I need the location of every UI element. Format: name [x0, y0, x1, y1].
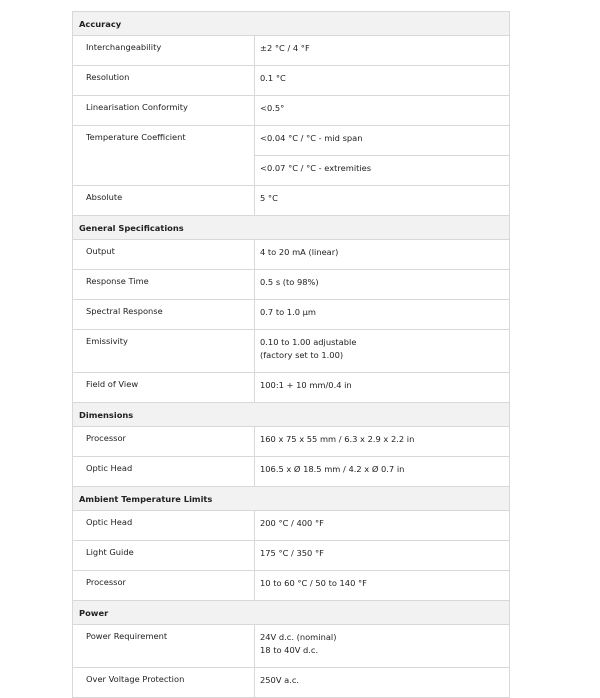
spec-value: [255, 36, 510, 66]
spec-row-field-of-view: [73, 373, 510, 403]
spec-row-light-guide-limit: [73, 541, 510, 571]
spec-label: Emissivity: [73, 330, 255, 373]
section-header-power: [73, 601, 510, 625]
spec-value-line: 250V a.c.: [260, 675, 300, 685]
spec-label: Optic Head: [73, 457, 255, 487]
spec-value-line: <0.07 °C / °C - extremities: [260, 163, 372, 173]
section-title: Ambient Temperature Limits: [73, 487, 510, 511]
spec-row-response-time: [73, 270, 510, 300]
spec-value: [255, 96, 510, 126]
spec-table: [72, 11, 510, 698]
spec-value-line: 10 to 60 °C / 50 to 140 °F: [260, 578, 367, 588]
spec-value-line: 100:1 + 10 mm/0.4 in: [260, 380, 352, 390]
section-header-dimensions: [73, 403, 510, 427]
spec-row-power-requirement: [73, 625, 510, 668]
spec-row-optic-head-dimensions: [73, 457, 510, 487]
section-header-accuracy: [73, 12, 510, 36]
spec-value-line: 0.1 °C: [260, 73, 286, 83]
spec-row-optic-head-limit: [73, 511, 510, 541]
spec-value-line: 24V d.c. (nominal): [260, 632, 337, 642]
spec-value: [255, 66, 510, 96]
section-header-general-specifications: [73, 216, 510, 240]
spec-value-line: 18 to 40V d.c.: [260, 644, 319, 655]
spec-value: [255, 156, 510, 186]
spec-value-line: 160 x 75 x 55 mm / 6.3 x 2.9 x 2.2 in: [260, 434, 415, 444]
spec-value: [255, 427, 510, 457]
spec-label: Output: [73, 240, 255, 270]
section-title: Dimensions: [73, 403, 510, 427]
spec-label: Over Voltage Protection: [73, 668, 255, 698]
spec-value: [255, 373, 510, 403]
spec-value-line: <0.04 °C / °C - mid span: [260, 133, 363, 143]
spec-value-line: 0.7 to 1.0 μm: [260, 307, 316, 317]
section-title: Accuracy: [73, 12, 510, 36]
spec-value: [255, 625, 510, 668]
spec-label: Power Requirement: [73, 625, 255, 668]
section-title: General Specifications: [73, 216, 510, 240]
spec-value: [255, 541, 510, 571]
spec-value: [255, 186, 510, 216]
spec-row-processor-dimensions: [73, 427, 510, 457]
spec-label: Optic Head: [73, 511, 255, 541]
spec-value-line: 200 °C / 400 °F: [260, 518, 324, 528]
spec-label: Processor: [73, 571, 255, 601]
spec-value-line: ±2 °C / 4 °F: [260, 43, 310, 53]
spec-value-line: 0.10 to 1.00 adjustable: [260, 337, 357, 347]
spec-label: Response Time: [73, 270, 255, 300]
spec-value-line: 106.5 x Ø 18.5 mm / 4.2 x Ø 0.7 in: [260, 464, 405, 474]
spec-value: [255, 668, 510, 698]
spec-label: Temperature Coefficient: [73, 126, 255, 186]
spec-label: Light Guide: [73, 541, 255, 571]
spec-label: Linearisation Conformity: [73, 96, 255, 126]
spec-row-emissivity: [73, 330, 510, 373]
spec-value-line: 4 to 20 mA (linear): [260, 247, 339, 257]
spec-row-over-voltage-protection: [73, 668, 510, 698]
spec-value-line: (factory set to 1.00): [260, 349, 344, 360]
spec-row-interchangeability: [73, 36, 510, 66]
section-title: Power: [73, 601, 510, 625]
spec-value: [255, 571, 510, 601]
spec-table-container: [72, 11, 509, 698]
spec-value: [255, 126, 510, 156]
spec-value-line: 0.5 s (to 98%): [260, 277, 319, 287]
spec-value: [255, 511, 510, 541]
spec-row-temperature-coefficient: [73, 126, 510, 156]
spec-row-linearisation-conformity: [73, 96, 510, 126]
spec-label: Resolution: [73, 66, 255, 96]
spec-value: [255, 270, 510, 300]
spec-value-line: <0.5°: [260, 103, 285, 113]
spec-row-processor-limit: [73, 571, 510, 601]
spec-value: [255, 240, 510, 270]
spec-label: Absolute: [73, 186, 255, 216]
spec-label: Processor: [73, 427, 255, 457]
section-header-ambient-temperature-limits: [73, 487, 510, 511]
spec-row-resolution: [73, 66, 510, 96]
spec-label: Field of View: [73, 373, 255, 403]
spec-row-spectral-response: [73, 300, 510, 330]
spec-value-line: 175 °C / 350 °F: [260, 548, 324, 558]
spec-value: [255, 457, 510, 487]
spec-label: Spectral Response: [73, 300, 255, 330]
spec-row-output: [73, 240, 510, 270]
spec-value: [255, 330, 510, 373]
spec-label: Interchangeability: [73, 36, 255, 66]
spec-value-line: 5 °C: [260, 193, 278, 203]
spec-value: [255, 300, 510, 330]
spec-row-absolute: [73, 186, 510, 216]
